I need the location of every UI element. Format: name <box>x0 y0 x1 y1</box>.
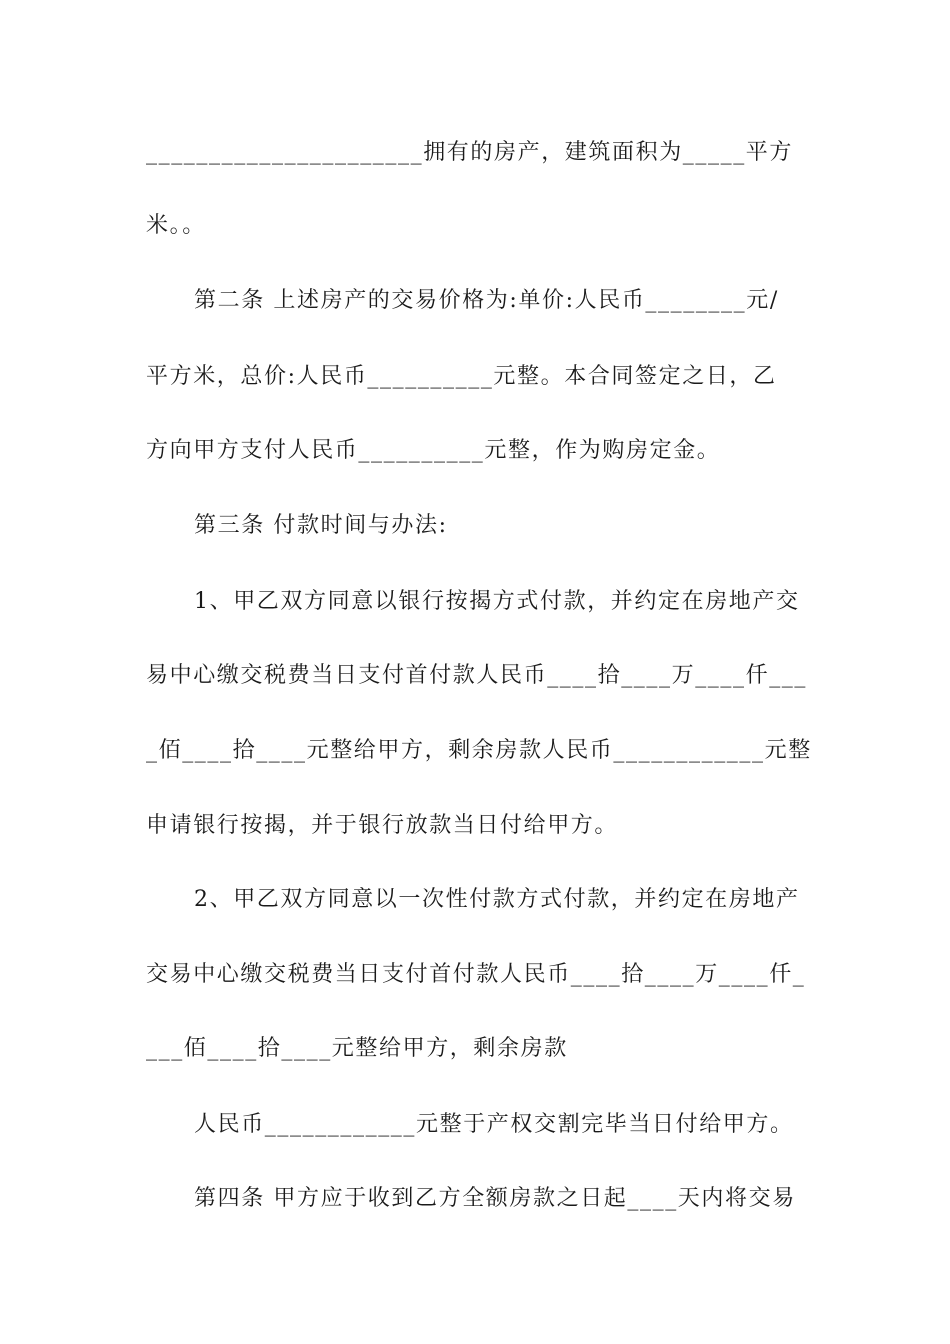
text-line-10: 申请银行按揭，并于银行放款当日付给甲方。 <box>146 813 619 838</box>
clause-3-heading: 第三条 付款时间与办法: <box>194 513 448 538</box>
text-line-1: ______________________拥有的房产，建筑面积为_____平方 <box>146 140 794 165</box>
clause-2-heading-line: 第二条 上述房产的交易价格为:单价:人民币________元/ <box>194 288 779 313</box>
text-line-9: _佰____拾____元整给甲方，剩余房款人民币____________元整 <box>146 738 812 763</box>
text-line-8: 易中心缴交税费当日支付首付款人民币____拾____万____仟___ <box>146 663 808 688</box>
text-line-4: 平方米，总价:人民币__________元整。本合同签定之日，乙 <box>146 364 777 389</box>
text-line-13: ___佰____拾____元整给甲方，剩余房款 <box>146 1036 568 1061</box>
text-line-14: 人民币____________元整于产权交割完毕当日付给甲方。 <box>194 1112 794 1137</box>
item-2-line: 2、甲乙双方同意以一次性付款方式付款，并约定在房地产 <box>194 887 800 912</box>
text-line-12: 交易中心缴交税费当日支付首付款人民币____拾____万____仟_ <box>146 962 806 987</box>
item-1-line: 1、甲乙双方同意以银行按揭方式付款，并约定在房地产交 <box>194 589 800 614</box>
text-line-2: 米。。 <box>146 213 206 238</box>
clause-4-line: 第四条 甲方应于收到乙方全额房款之日起____天内将交易 <box>194 1186 796 1211</box>
text-line-5: 方向甲方支付人民币__________元整，作为购房定金。 <box>146 438 721 463</box>
